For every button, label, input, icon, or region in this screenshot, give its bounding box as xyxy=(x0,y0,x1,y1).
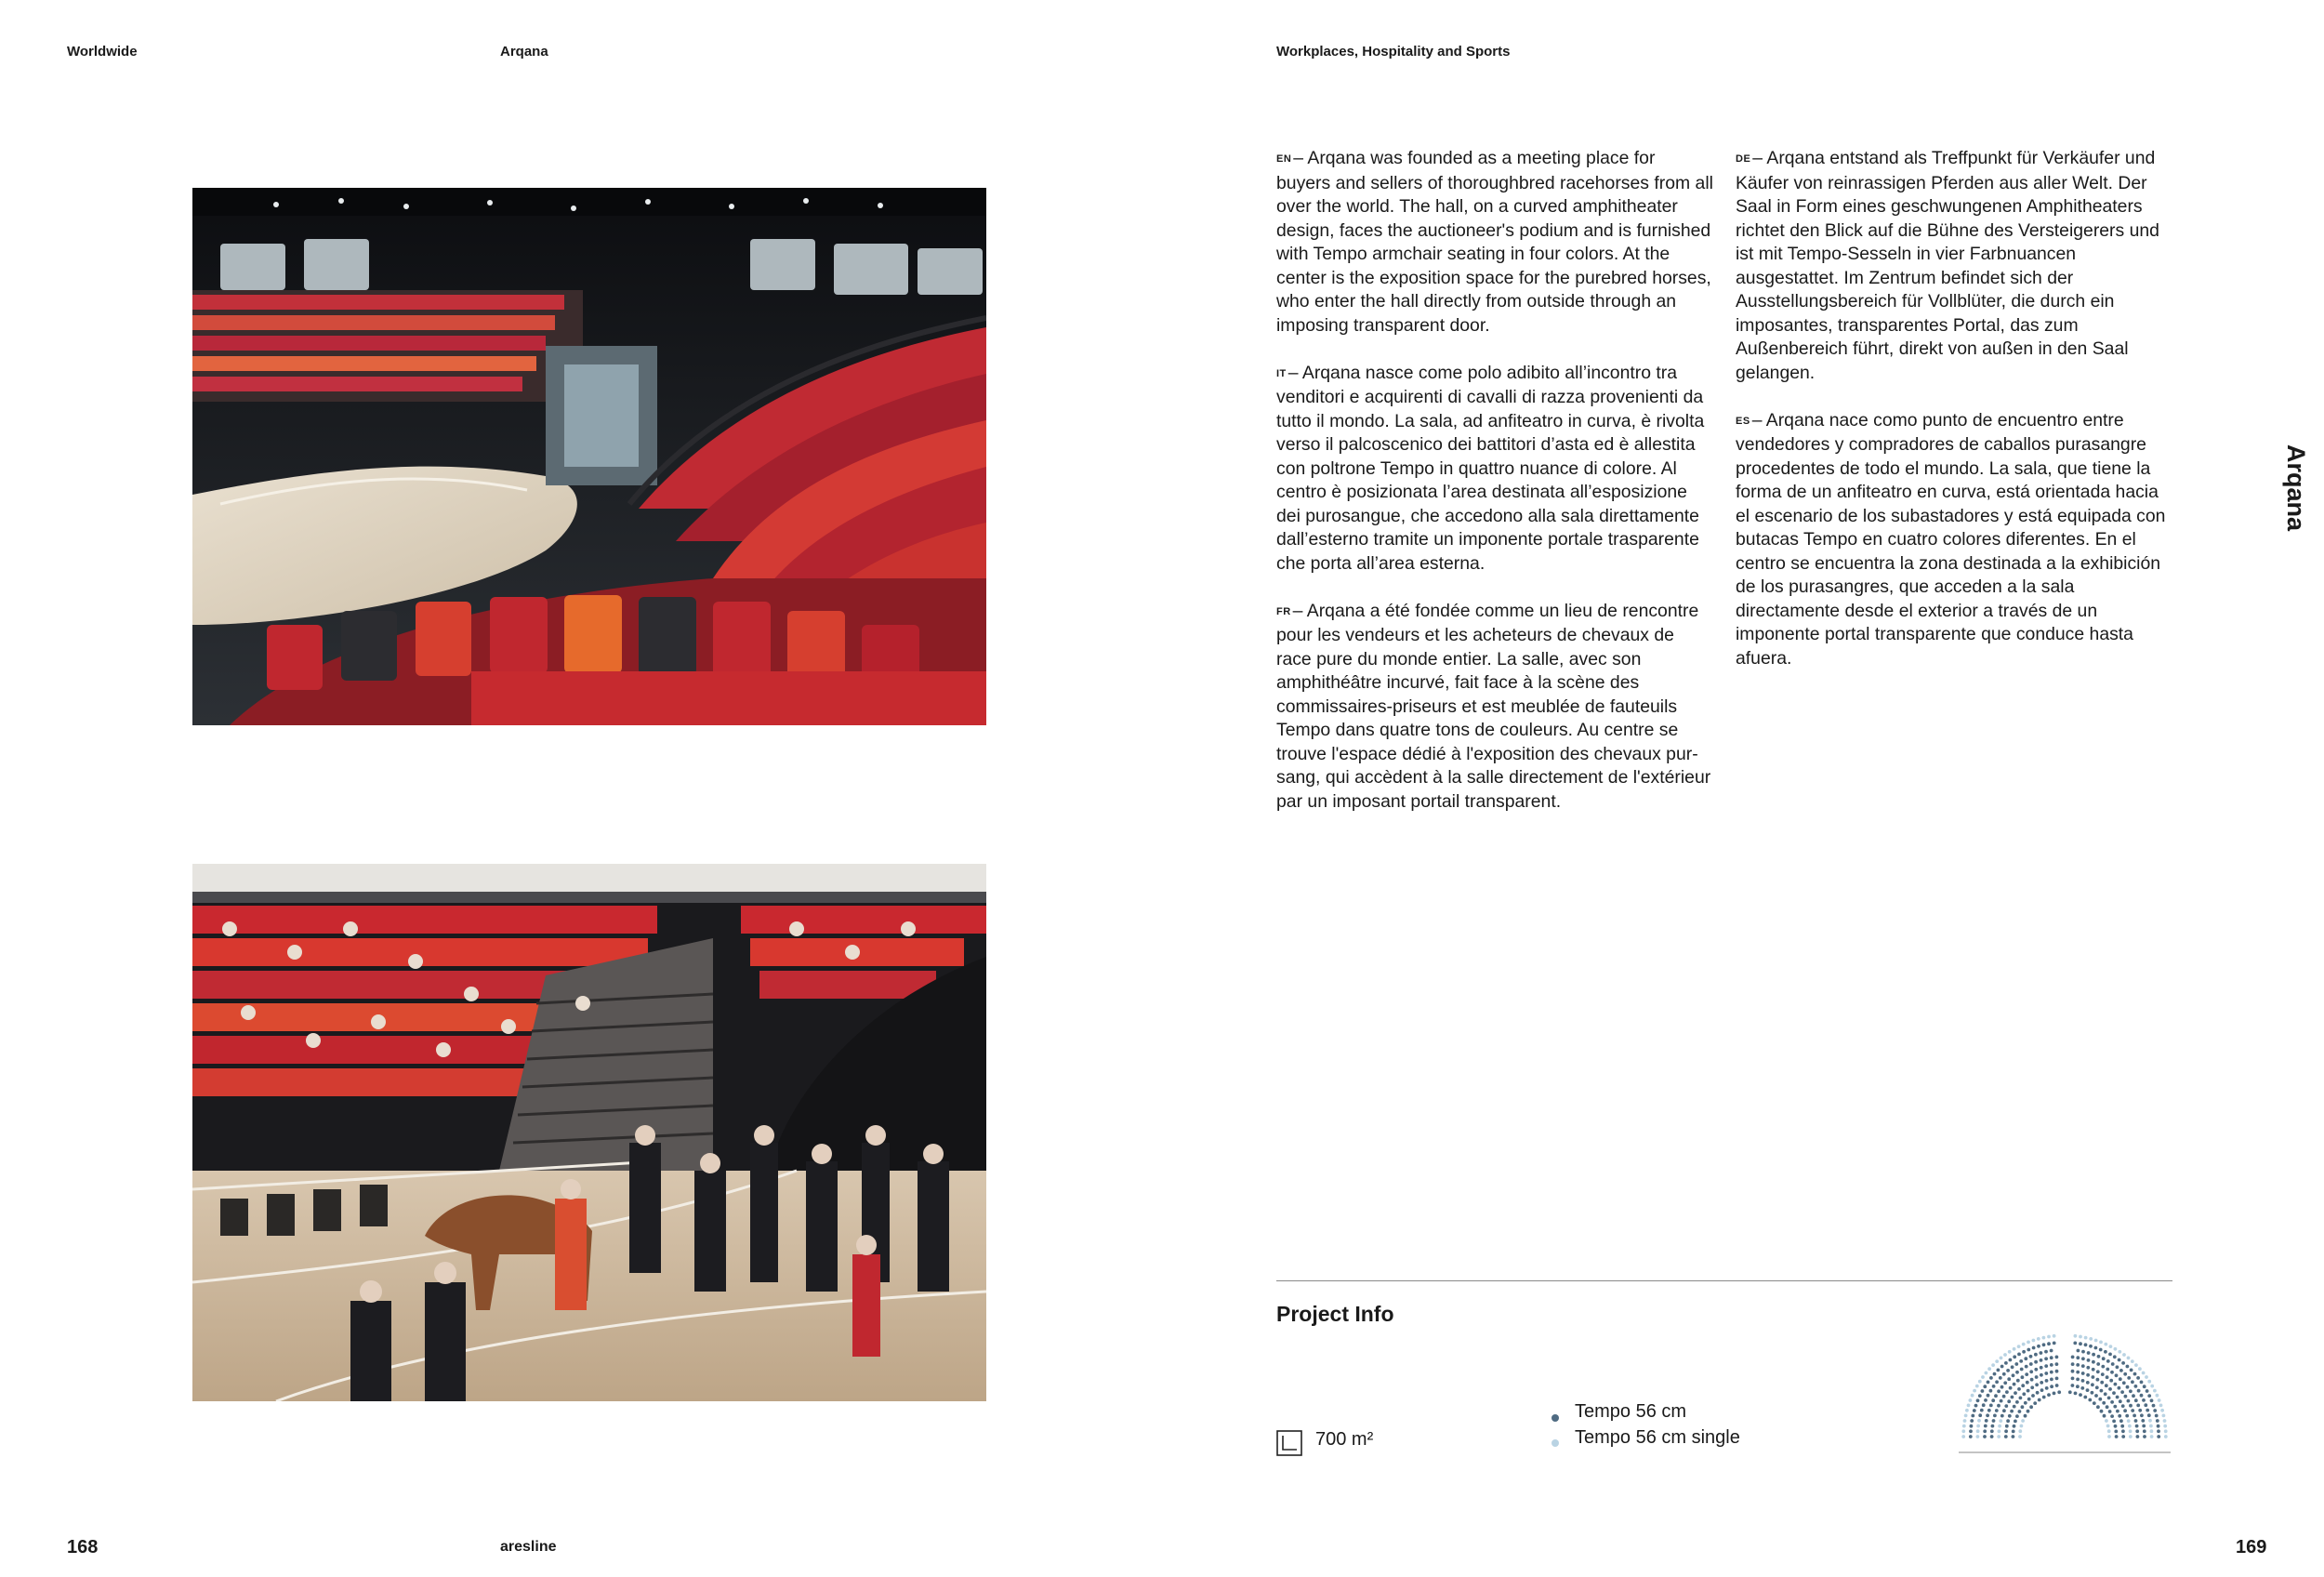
brand-name: aresline xyxy=(500,1539,557,1555)
page-number-left: 168 xyxy=(67,1537,99,1557)
text-fr xyxy=(1276,600,1713,815)
product-dot-dark xyxy=(1552,1414,1559,1422)
text-column-left xyxy=(1276,147,1713,838)
lang-tag-fr: FR xyxy=(1276,605,1291,617)
auditorium-photo xyxy=(192,188,986,725)
page-number-right: 169 xyxy=(2236,1537,2267,1557)
text-en xyxy=(1276,147,1713,338)
project-area: 700 m² xyxy=(1315,1429,1374,1450)
text-it-body: – Arqana nasce come polo adibito all’incontro tra venditori e acquirenti di cavalli di razza provenienti da tutto il mondo. La sala, ad anfiteatro in curva, è rivolta verso il palcoscenico dei battitori d’asta ed è allestita con poltrone Tempo in quattro nuance di colore. Al centro è posizionata l’area destinata all’esposizione dei purosangue, che accedono alla sala direttamente dall’esterno tramite un imponente portale trasparente che porta all’area esterna. xyxy=(1276,362,1705,574)
text-column-right xyxy=(1736,147,2172,695)
text-de-body: – Arqana entstand als Treffpunkt für Verkäufer und Käufer von reinrassigen Pferden aus aller Welt. Der Saal in Form eines geschwungenen Amphitheaters richtet den Blick auf die Bühne des Versteigerers und ist mit Tempo-Sesseln in vier Farbnuancen ausgestattet. Im Zentrum befindet sich der Ausstellungsbereich für Vollblüter, die durch ein imposantes, transparentes Portal, das zum Außenbereich führt, direkt von außen in den Saal gelangen. xyxy=(1736,148,2159,383)
side-title: Arqana xyxy=(2282,444,2310,532)
header-category: Workplaces, Hospitality and Sports xyxy=(1276,44,1511,60)
text-es xyxy=(1736,409,2172,671)
product-dot-light xyxy=(1552,1439,1559,1447)
seating-plan-icon xyxy=(1957,1311,2172,1460)
text-it xyxy=(1276,362,1713,576)
project-info-divider xyxy=(1276,1280,2172,1281)
lang-tag-de: DE xyxy=(1736,153,1751,165)
text-fr-body: – Arqana a été fondée comme un lieu de rencontre pour les vendeurs et les acheteurs de chevaux de race pure du monde entier. La salle, avec son amphithéâtre incurvé, fait face à la scène des commissaires-priseurs et est meublée de fauteuils Tempo dans quatre tons de couleurs. Au centre se trouve l'espace dédié à l'exposition des chevaux pur-sang, qui accèdent à la salle directement de l'extérieur par un imposant portail transparent. xyxy=(1276,600,1711,812)
text-de xyxy=(1736,147,2172,385)
auditorium-illustration xyxy=(192,188,986,725)
lang-tag-es: ES xyxy=(1736,415,1750,427)
lang-tag-it: IT xyxy=(1276,367,1287,379)
lang-tag-en: EN xyxy=(1276,153,1292,165)
text-es-body: – Arqana nace como punto de encuentro entre vendedores y compradores de caballos purasangre procedentes de todo el mundo. La sala, que tiene la forma de un anfiteatro en curva, está orientada hacia el escenario de los subastadores y está equipada con butacas Tempo en cuatro colores diferentes. En el centro se encuentra la zona destinada a la exhibición de los purasangres, que acceden a la sala directamente desde el exterior a través de un imponente portal transparente que conduce hasta afuera. xyxy=(1736,409,2166,669)
floor-area-icon xyxy=(1276,1430,1302,1456)
product-label-2: Tempo 56 cm single xyxy=(1575,1427,1740,1448)
auction-photo xyxy=(192,864,986,1401)
project-info-title: Project Info xyxy=(1276,1302,1394,1326)
auction-illustration xyxy=(192,864,986,1401)
product-label-1: Tempo 56 cm xyxy=(1575,1401,1687,1422)
header-section: Arqana xyxy=(500,44,548,60)
header-left: Worldwide xyxy=(67,44,138,60)
text-en-body: – Arqana was founded as a meeting place for buyers and sellers of thoroughbred racehorses from all over the world. The hall, on a curved amphitheater design, faces the auctioneer's podium and is furnished with Tempo armchair seating in four colors. At the center is the exposition space for the purebred horses, who enter the hall directly from outside through an imposing transparent door. xyxy=(1276,148,1713,336)
